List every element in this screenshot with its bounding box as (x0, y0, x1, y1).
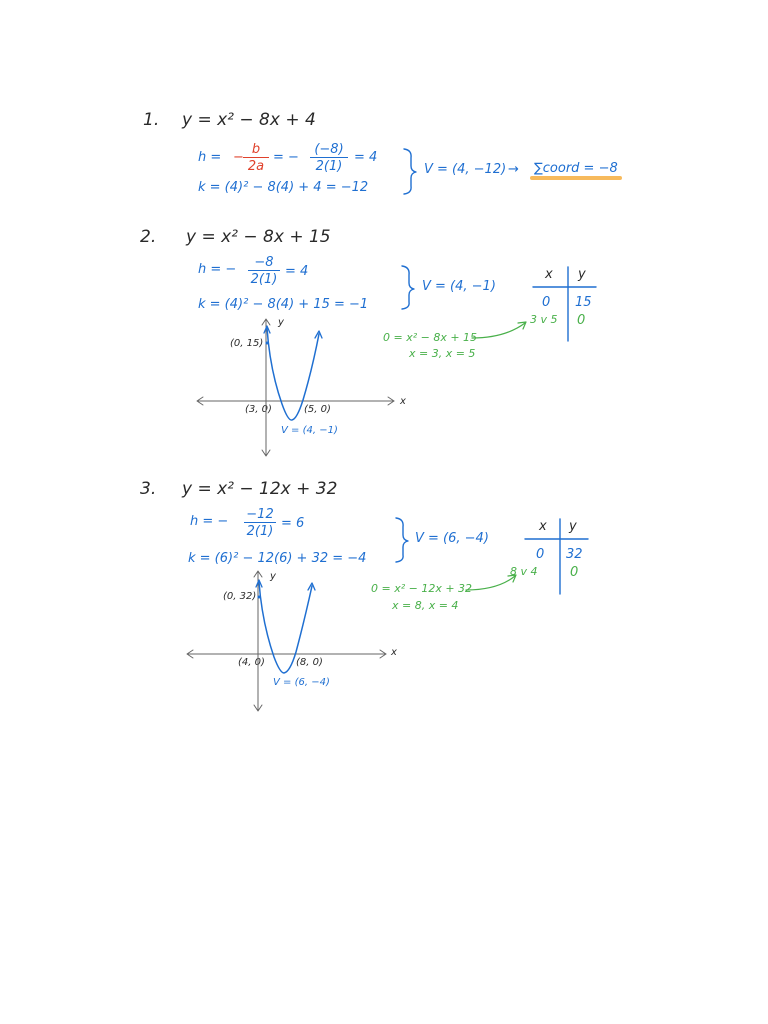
arrow-icon (472, 323, 525, 338)
graph-y-axis-label: y (270, 571, 276, 582)
k-line: k = (4)² − 8(4) + 15 = −1 (198, 297, 369, 312)
table-y0: 15 (575, 295, 592, 310)
table-x0: 0 (536, 547, 545, 562)
parabola-curve (267, 328, 319, 420)
table-y-header: y (569, 519, 577, 534)
graph-y-intercept: (0, 15) (230, 338, 264, 349)
table-x-header: x (539, 519, 547, 534)
problem-equation: y = x² − 8x + 15 (186, 227, 331, 247)
graph-vertex-label: V = (6, −4) (273, 677, 330, 688)
graph-root-left: (3, 0) (245, 404, 272, 415)
roots-equation: 0 = x² − 8x + 15 (383, 331, 478, 344)
table-x1: 3 v 5 (530, 313, 558, 326)
problem-number: 1. (143, 110, 160, 130)
problem-equation: y = x² − 8x + 4 (182, 110, 316, 130)
parabola-curve (259, 582, 312, 673)
h-label: h = (198, 150, 222, 165)
h-result: = 4 (354, 150, 378, 165)
problem-number: 2. (140, 227, 157, 247)
brace-icon (402, 266, 414, 309)
h-label: h = − (190, 514, 229, 529)
graph-vertex-label: V = (4, −1) (281, 425, 338, 436)
h-fraction: $\frac{-12}{2(1)}$ (244, 508, 276, 538)
h-neg-sign: − (233, 150, 244, 165)
vertex-result: V = (6, −4) (415, 531, 489, 546)
arrow-icon (466, 576, 515, 590)
k-line: k = (4)² − 8(4) + 4 = −12 (198, 180, 369, 195)
roots: x = 3, x = 5 (409, 347, 476, 360)
table-x0: 0 (542, 295, 551, 310)
h-formula-fraction: $\frac{b}{2a}$ (243, 143, 269, 173)
graph-x-axis-label: x (391, 647, 397, 658)
graph-y-intercept: (0, 32) (223, 591, 257, 602)
graph-y-axis-label: y (278, 317, 284, 328)
coord-sum: ∑coord = −8 (534, 161, 618, 176)
table-x-header: x (545, 267, 553, 282)
table-y-header: y (578, 267, 586, 282)
table-y0: 32 (566, 547, 583, 562)
table-x1: 8 v 4 (510, 565, 538, 578)
h-result: = 4 (285, 264, 309, 279)
vertex-result: V = (4, −12) (424, 162, 507, 177)
h-sub-fraction: $\frac{(-8)}{2(1)}$ (310, 143, 348, 173)
table-y1: 0 (577, 313, 586, 328)
brace-icon (396, 518, 408, 562)
h-label: h = − (198, 262, 237, 277)
brace-icon (404, 149, 416, 194)
graph-x-axis-label: x (400, 396, 406, 407)
h-eq2: = − (273, 150, 299, 165)
table-y1: 0 (570, 565, 579, 580)
h-fraction: $\frac{-8}{2(1)}$ (248, 256, 280, 286)
graph-root-right: (5, 0) (304, 404, 331, 415)
k-line: k = (6)² − 12(6) + 32 = −4 (188, 551, 367, 566)
arrow-right-icon: → (508, 162, 519, 177)
problem-equation: y = x² − 12x + 32 (182, 479, 338, 499)
h-result: = 6 (281, 516, 305, 531)
roots-equation: 0 = x² − 12x + 32 (371, 582, 473, 595)
problem-number: 3. (140, 479, 157, 499)
graph-root-right: (8, 0) (296, 657, 323, 668)
graph-root-left: (4, 0) (238, 657, 265, 668)
vertex-result: V = (4, −1) (422, 279, 496, 294)
roots: x = 8, x = 4 (392, 599, 459, 612)
